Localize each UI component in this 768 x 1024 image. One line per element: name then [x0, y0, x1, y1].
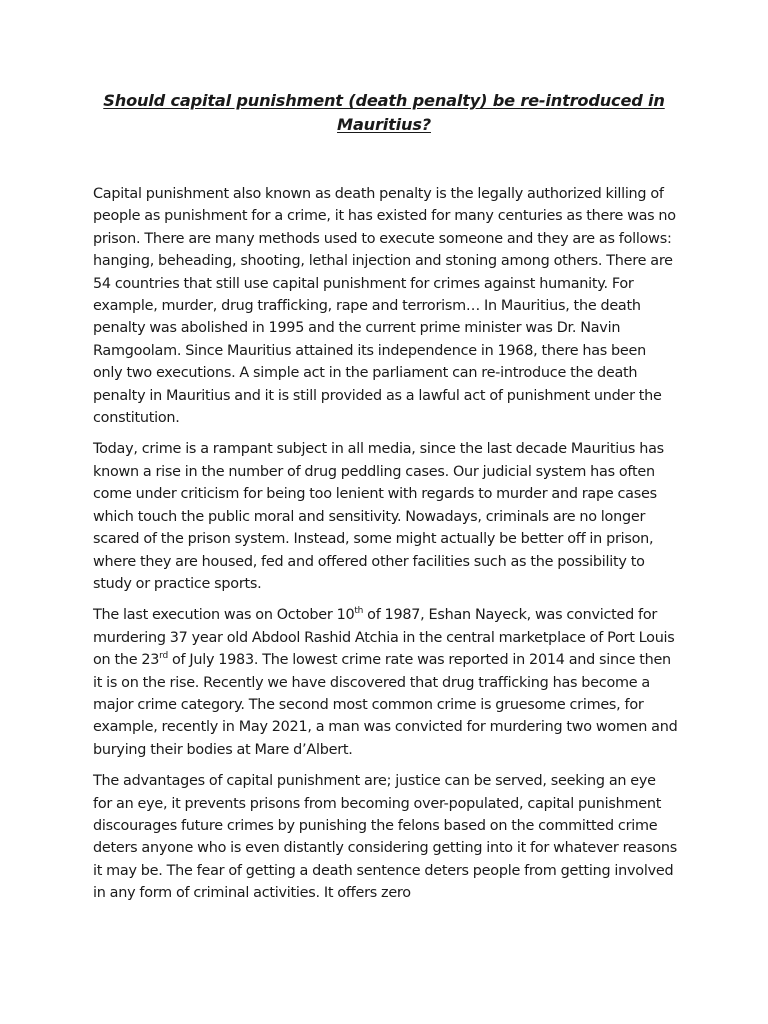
document-body	[93, 183, 678, 914]
paragraph-text: of July 1983. The lowest crime rate was reported in 2014 and since then it is on the rise. Recently we have discovered that drug trafficking has become a major crime category. The second most common crime is gruesome crimes, for example, recently in May 2021, a man was convicted for murdering two women and burying their bodies at Mare d’Albert.	[93, 652, 678, 758]
paragraph-text: Capital punishment also known as death penalty is the legally authorized killing of people as punishment for a crime, it has existed for many centuries as there was no prison. There are many methods used to execute someone and they are as follows: hanging, beheading, shooting, lethal injection and stoning among others. There are 54 countries that still use capital punishment for crimes against humanity. For example, murder, drug trafficking, rape and terrorism… In Mauritius, the death penalty was abolished in 1995 and the current prime minister was Dr. Navin Ramgoolam. Since Mauritius attained its independence in 1968, there has been only two executions. A simple act in the parliament can re-introduce the death penalty in Mauritius and it is still provided as a lawful act of punishment under the constitution.	[93, 186, 676, 427]
paragraph-text: Today, crime is a rampant subject in all media, since the last decade Mauritius has known a rise in the number of drug peddling cases. Our judicial system has often come under criticism for being too lenient with regards to murder and rape cases which touch the public moral and sensitivity. Nowadays, criminals are no longer scared of the prison system. Instead, some might actually be better off in prison, where they are housed, fed and offered other facilities such as the possibility to study or practice sports.	[93, 441, 664, 592]
paragraph-intro	[93, 183, 678, 429]
paragraph-text: The advantages of capital punishment are; justice can be served, seeking an eye for an eye, it prevents prisons from becoming over-populated, capital punishment discourages future crimes by punishing the felons based on the committed crime deters anyone who is even distantly considering getting into it for whatever reasons it may be. The fear of getting a death sentence deters people from getting involved in any form of criminal activities. It offers zero	[93, 773, 678, 902]
paragraph-text: of 1987, Eshan Nayeck, was convicted for murdering 37 year old Abdool Rashid Atchia in the central marketplace of Port Louis on the 23	[93, 607, 675, 669]
paragraph-last-execution	[93, 604, 678, 761]
paragraph-advantages	[93, 770, 678, 904]
ordinal-suffix: th	[354, 606, 364, 617]
paragraph-text: The last execution was on October 10	[93, 607, 355, 624]
ordinal-suffix: rd	[159, 651, 168, 662]
paragraph-crime-today	[93, 438, 678, 595]
document-title: Should capital punishment (death penalty) be re-introduced in Mauritius?	[103, 91, 665, 134]
